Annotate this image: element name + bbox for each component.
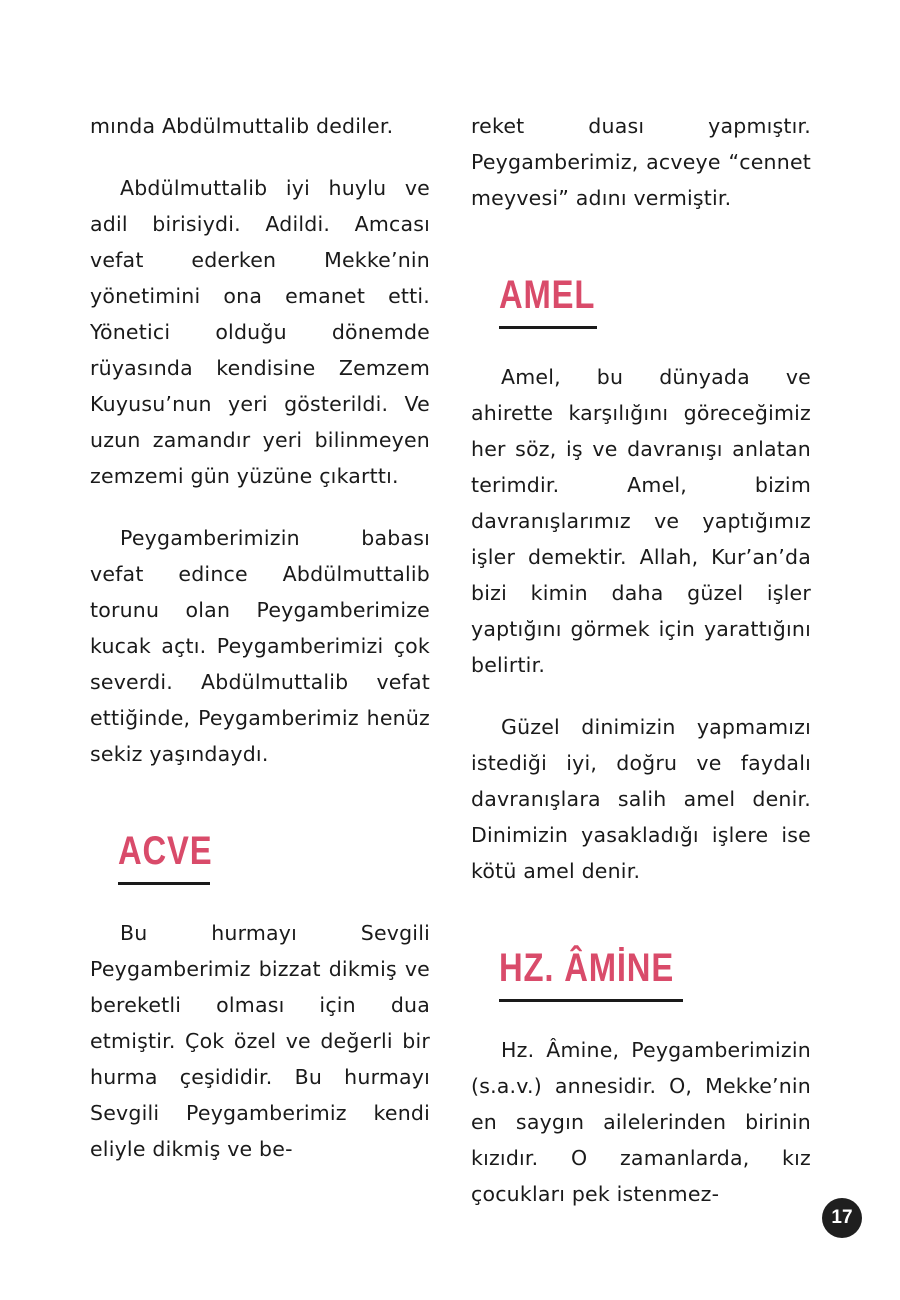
heading-acve-text: ACVE — [118, 829, 213, 873]
section-heading-acve — [118, 828, 233, 885]
heading-underline — [118, 882, 210, 885]
right-column — [471, 108, 811, 1238]
heading-amel-text: AMEL — [499, 273, 596, 317]
paragraph-peygamberimizin-babasi: Peygamberimizin babası vefat edince Abdülmuttalib torunu olan Peygamberimize kucak açtı. Peygamberimizi çok severdi. Abdülmuttalib vefat ettiğinde, Peygamberimiz henüz sekiz yaşındaydı. — [90, 526, 430, 766]
heading-hz-amine-text: HZ. ÂMİNE — [499, 946, 675, 990]
paragraph-amel: Amel, bu dünyada ve ahirette karşılığını göreceğimiz her söz, iş ve davranışı anlatan terimdir. Amel, bizim davranışlarımız ve yaptığımız işler demektir. Allah, Kur’an’da bizi kimin daha güzel işler yaptığını görmek için yarattığını belirtir. — [471, 365, 811, 677]
section-heading-amel — [499, 272, 616, 329]
paragraph-continuation: reket duası yapmıştır. Peygamberimiz, acveye “cennet meyvesi” adını vermiştir. — [471, 114, 811, 210]
paragraph-salih-amel: Güzel dinimizin yapmamızı istediği iyi, doğru ve faydalı davranışlara salih amel denir. Dinimizin yasakladığı işlere ise kötü amel denir. — [471, 715, 811, 883]
paragraph-abdulmuttalib: Abdülmuttalib iyi huylu ve adil birisiydi. Adildi. Amcası vefat ederken Mekke’nin yönetimini ona emanet etti. Yönetici olduğu dönemde rüyasında kendisine Zemzem Kuyusu’nun yeri gösterildi. Ve uzun zamandır yeri bilinmeyen zemzemi gün yüzüne çıkarttı. — [90, 176, 430, 488]
heading-underline — [499, 999, 683, 1002]
section-heading-hz-amine — [499, 945, 712, 1002]
paragraph-acve: Bu hurmayı Sevgili Peygamberimiz bizzat dikmiş ve bereketli olması için dua etmiştir. Çok özel ve değerli bir hurma çeşididir. Bu hurmayı Sevgili Peygamberimiz kendi eliyle dikmiş ve be- — [90, 921, 430, 1161]
page-number-badge: 17 — [822, 1198, 862, 1238]
heading-underline — [499, 326, 597, 329]
left-column — [90, 108, 430, 1193]
paragraph-hz-amine: Hz. Âmine, Peygamberimizin (s.a.v.) annesidir. O, Mekke’nin en saygın ailelerinden birinin kızıdır. O zamanlarda, kız çocukları pek istenmez- — [471, 1038, 811, 1206]
paragraph-continuation: mında Abdülmuttalib dediler. — [90, 114, 394, 138]
